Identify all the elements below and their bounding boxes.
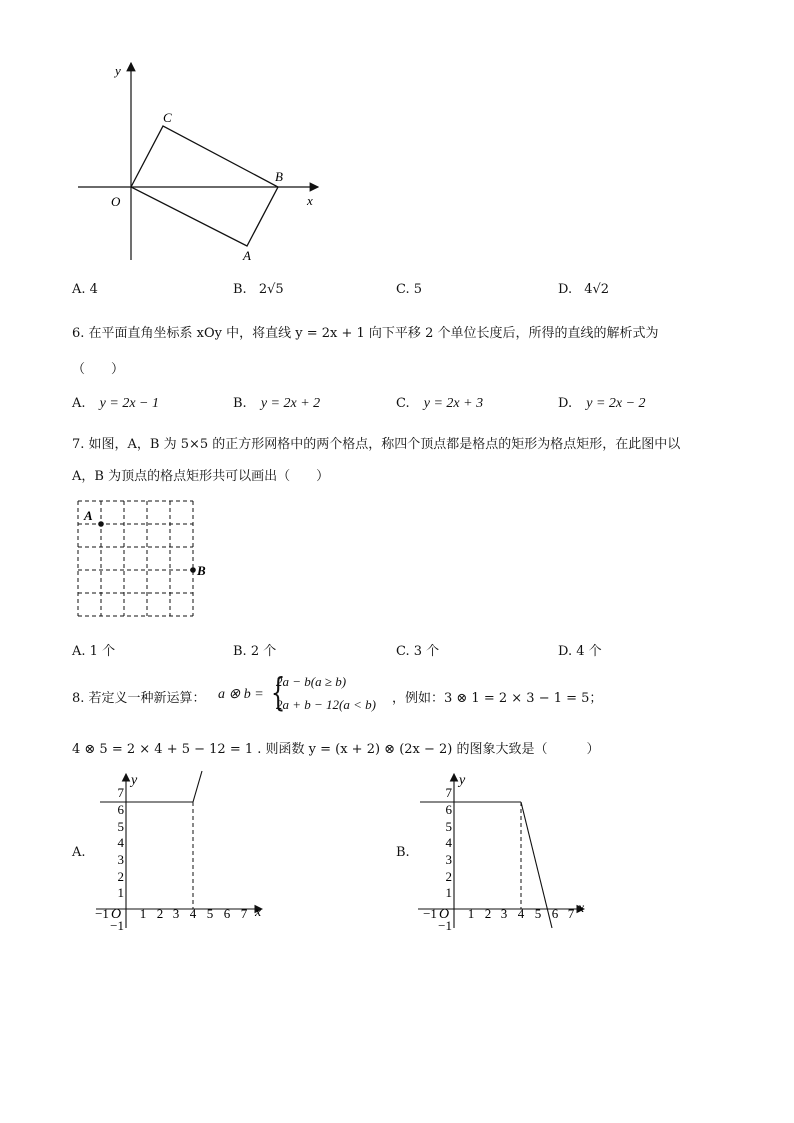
q7-option-b[interactable] [233,640,276,659]
y-tick: 3 [117,852,124,867]
grid-label-a: A [84,508,93,523]
option-text: 2 个 [250,644,277,659]
q8-example-1: ，例如：3 ⊗ 1 = 2 × 3 − 1 = 5； [392,691,603,706]
q8-graph-b-label[interactable]: B. [396,845,410,860]
point-c-label: C [163,110,172,125]
q5-option-d[interactable] [558,282,609,297]
y-tick: 7 [445,785,452,800]
y-tick: 2 [117,869,124,884]
option-text: y = 2x + 2 [260,396,321,411]
grid-point-a [98,521,104,527]
option-text: y = 2x − 2 [586,396,646,411]
q7-stem-line1: 7. 如图，A，B 为 5×5 的正方形网格中的两个格点，称四个顶点都是格点的矩形为格点矩形，在此图中以 [72,437,681,452]
option-letter: C. [396,282,410,297]
x-tick: 1 [467,906,475,921]
option-letter: B. [233,282,247,297]
option-letter: D. [558,282,573,297]
x-tick: −1 [423,906,437,921]
q7-option-d[interactable] [558,640,602,659]
option-text: y = 2x − 1 [99,396,159,411]
q6-paren: （ ） [72,362,125,377]
option-letter: A. [72,396,86,411]
grid-point-b [190,567,196,573]
q5-option-b[interactable] [233,282,284,297]
q8-case-1: 2a − b(a ≥ b) [276,674,347,689]
x-tick: 2 [484,906,492,921]
x-tick: 3 [500,906,508,921]
y-tick: 4 [117,835,124,850]
axis-label-x: x [307,193,313,208]
y-tick: 6 [445,802,452,817]
x-tick: 4 [189,906,197,921]
option-text: 4 [89,282,98,297]
option-letter: A. [72,282,86,297]
option-letter: D. [558,396,573,411]
function-segment-rising [193,771,202,802]
option-letter: A. [72,644,86,659]
option-letter: B. [233,644,247,659]
q8-stem-prefix: 8. 若定义一种新运算： [72,691,206,706]
x-tick: 2 [156,906,164,921]
q7-grid-figure [70,495,220,625]
q8-graph-a-label[interactable]: A. [72,845,86,860]
point-a-label: A [243,248,251,263]
q7-stem-line2: A，B 为顶点的格点矩形共可以画出（ ） [72,469,330,484]
x-tick: 1 [139,906,147,921]
q6-option-b[interactable] [233,396,320,412]
origin-label: O [439,907,450,922]
x-tick: 5 [534,906,542,921]
option-letter: C. [396,644,410,659]
q8-definition-lhs: a ⊗ b = [218,687,264,702]
q5-option-a[interactable] [72,282,98,297]
y-tick: 3 [445,852,452,867]
q6-option-c[interactable] [396,396,483,412]
x-tick: −1 [95,906,109,921]
option-text: 5 [413,282,423,297]
y-tick: −1 [110,918,124,933]
y-tick: 6 [117,802,124,817]
y-tick: 5 [117,819,124,834]
y-tick: −1 [438,918,452,933]
y-tick: 1 [117,885,124,900]
y-tick: 2 [445,869,452,884]
option-letter: D. [558,644,573,659]
option-text: 1 个 [89,644,116,659]
x-tick: 3 [172,906,180,921]
origin-label: O [111,907,122,922]
q8-example-2: 4 ⊗ 5 = 2 × 4 + 5 − 12 = 1 . 则函数 y = (x + 2) ⊗ (2x − 2) 的图象大致是（ ） [72,742,600,757]
option-text: y = 2x + 3 [423,396,484,411]
y-tick: 5 [445,819,452,834]
option-text: 2√5 [258,282,284,297]
point-b-label: B [275,169,283,184]
rectangle-oabc [131,126,278,246]
x-tick: 7 [240,906,248,921]
option-letter: C. [396,396,410,411]
q6-stem: 6. 在平面直角坐标系 xOy 中，将直线 y = 2x + 1 向下平移 2 个单位长度后，所得的直线的解析式为 [72,326,659,341]
origin-label: O [111,194,121,209]
x-tick: 6 [551,906,559,921]
q8-graph-b[interactable] [414,768,594,933]
axis-label-y: y [115,63,121,78]
q6-option-a[interactable] [72,396,159,412]
option-letter: B. [233,396,247,411]
q6-option-d[interactable] [558,396,646,412]
x-tick: 6 [223,906,231,921]
x-tick: 5 [206,906,214,921]
y-tick: 7 [117,785,124,800]
q7-option-a[interactable] [72,640,115,659]
option-text: 4√2 [584,282,610,297]
x-tick: 4 [517,906,525,921]
q7-option-c[interactable] [396,640,439,659]
y-tick: 4 [445,835,452,850]
option-text: 3 个 [413,644,440,659]
q8-brace: { [270,670,286,714]
axis-label-y: y [459,773,466,788]
grid-label-b: B [197,563,206,578]
axis-label-x: x [255,905,262,920]
axis-label-y: y [131,773,138,788]
x-tick: 7 [567,906,575,921]
option-text: 4 个 [576,644,602,659]
q5-figure [70,55,340,270]
q5-option-c[interactable] [396,282,422,297]
axis-label-x: x [578,901,585,916]
q8-graph-a[interactable] [92,768,272,933]
q8-case-2: 2a + b − 12(a < b) [276,697,376,712]
y-tick: 1 [445,885,452,900]
